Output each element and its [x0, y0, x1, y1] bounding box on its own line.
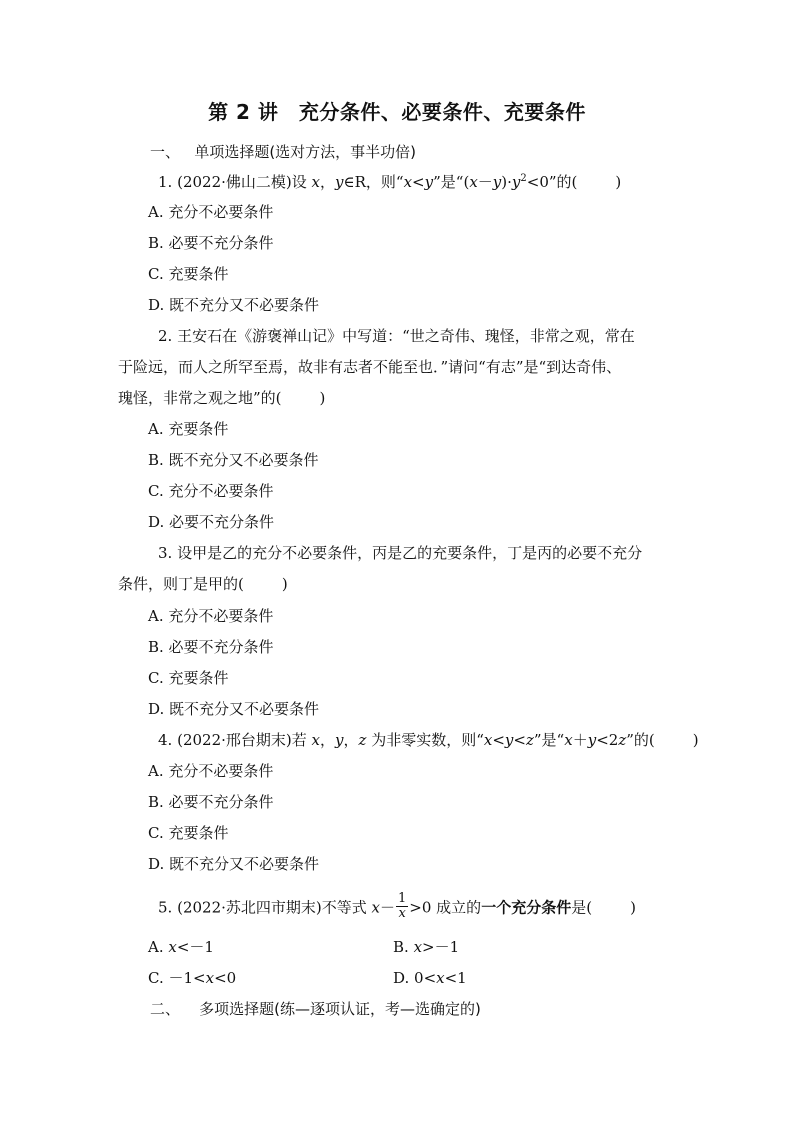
page-title: 第 2 讲 充分条件、必要条件、充要条件 [208, 100, 586, 124]
q2-option-b: B. 既不充分又不必要条件 [148, 451, 319, 469]
q2-option-c: C. 充分不必要条件 [148, 482, 274, 500]
question-2-line-1: 2. 王安石在《游褒禅山记》中写道：“世之奇伟、瑰怪，非常之观，常在 [158, 327, 635, 345]
question-1-stem: 1. (2022·佛山二模)设 x，y∈R，则“x<y”是“$(x-y)\cdot y^2<0$”的( ) [158, 173, 622, 191]
section-heading-2: 二、 多项选择题(练—逐项认证，考—选确定的) [150, 1000, 481, 1018]
question-5-stem: 5. (2022·苏北四市期末)不等式 x－ $\frac{1}{x}$ >0 成立的一个充分条件是( ) [158, 891, 636, 921]
q3-option-a: A. 充分不必要条件 [148, 607, 274, 625]
q5-option-d: D. 0<x<1 [393, 969, 467, 987]
q1-option-b: B. 必要不充分条件 [148, 234, 274, 252]
q3-option-d: D. 既不充分又不必要条件 [148, 700, 320, 718]
q4-option-a: A. 充分不必要条件 [148, 762, 274, 780]
question-2-line-2: 于险远，而人之所罕至焉，故非有志者不能至也．”请问“有志”是“到达奇伟、 [118, 358, 622, 376]
question-3-line-2: 条件，则丁是甲的( ) [118, 575, 288, 593]
section-heading-1: 一、 单项选择题(选对方法，事半功倍) [150, 143, 417, 161]
q2-option-d: D. 必要不充分条件 [148, 513, 275, 531]
q1-option-d: D. 既不充分又不必要条件 [148, 296, 320, 314]
q2-option-a: A. 充要条件 [148, 420, 229, 438]
q1-option-a: A. 充分不必要条件 [148, 203, 274, 221]
q1-option-c: C. 充要条件 [148, 265, 229, 283]
q5-option-c: C. －1<x<0 [148, 969, 237, 987]
q3-option-b: B. 必要不充分条件 [148, 638, 274, 656]
q4-option-c: C. 充要条件 [148, 824, 229, 842]
q4-option-b: B. 必要不充分条件 [148, 793, 274, 811]
q5-option-b: B. x>－1 [393, 938, 460, 956]
question-2-line-3: 瑰怪，非常之观之地”的( ) [118, 389, 326, 407]
question-4-stem: 4. (2022·邢台期末)若 x，y，z 为非零实数，则“x<y<z”是“x＋y<2z”的( ) [158, 731, 699, 749]
question-3-line-1: 3. 设甲是乙的充分不必要条件，丙是乙的充要条件，丁是丙的必要不充分 [158, 544, 643, 562]
q3-option-c: C. 充要条件 [148, 669, 229, 687]
q4-option-d: D. 既不充分又不必要条件 [148, 855, 320, 873]
q5-option-a: A. x<－1 [148, 938, 214, 956]
fraction-one-over-x: $\frac{1}{x}$ [398, 891, 407, 921]
